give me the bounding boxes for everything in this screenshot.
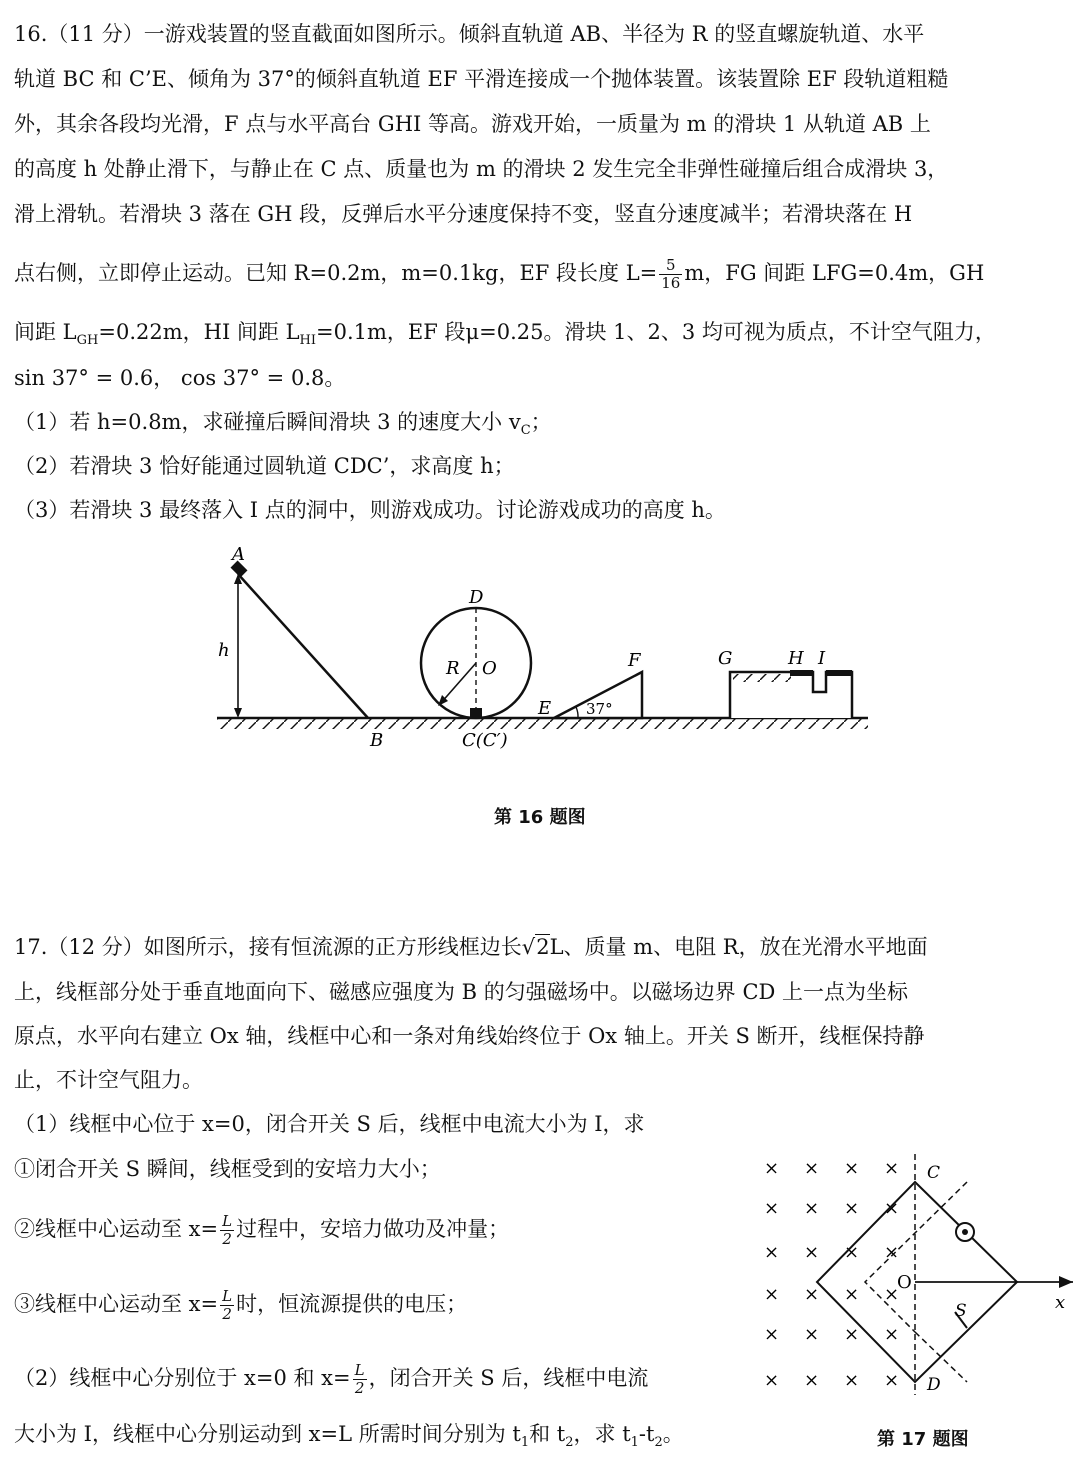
label-angle: 37° xyxy=(586,700,613,718)
magnetic-field-crosses xyxy=(764,1158,899,1391)
label-d17: D xyxy=(927,1375,941,1395)
label-r: R xyxy=(446,658,460,679)
q16-line-6-a: 点右侧，立即停止运动。已知 R=0.2m，m=0.1kg，EF 段长度 L= xyxy=(14,261,658,285)
field-cross: × xyxy=(804,1198,820,1219)
fraction-l-over-2 xyxy=(220,1213,234,1248)
fraction-num: L xyxy=(222,1287,233,1305)
q17-part-2-c: 大小为 I，线框中心分别运动到 x=L 所需时间分别为 t xyxy=(14,1422,521,1446)
q16-line-7 xyxy=(14,318,996,355)
figure-17-caption: 第 17 题图 xyxy=(877,1429,969,1450)
q16-part-1-text: （1）若 h=0.8m，求碰撞后瞬间滑块 3 的速度大小 v xyxy=(14,410,521,434)
q17-line-1-b: L、质量 m、电阻 R，放在光滑水平地面 xyxy=(549,935,928,959)
height-arrow-bottom xyxy=(234,708,242,718)
label-o17: O xyxy=(897,1272,912,1293)
q16-part-3: （3）若滑块 3 最终落入 I 点的洞中，则游戏成功。讨论游戏成功的高度 h。 xyxy=(14,498,726,522)
q17-sub-2 xyxy=(14,1213,509,1248)
q17-part-2-cont xyxy=(14,1420,684,1457)
h-segment xyxy=(790,670,813,676)
q17-sub-3-b: 时，恒流源提供的电压； xyxy=(236,1292,468,1316)
current-source-dot xyxy=(962,1229,968,1235)
q17-line-2: 上，线框部分处于垂直地面向下、磁感应强度为 B 的匀强磁场中。以磁场边界 CD 上一点为坐标 xyxy=(14,980,909,1004)
q16-line-1: 16.（11 分）一游戏装置的竖直截面如图所示。倾斜直轨道 AB、半径为 R 的竖直螺旋轨道、水平 xyxy=(14,22,925,46)
q16-line-3: 外，其余各段均光滑，F 点与水平高台 GHI 等高。游戏开始，一质量为 m 的滑块 1 从轨道 AB 上 xyxy=(14,112,931,136)
field-cross: × xyxy=(804,1284,820,1305)
field-cross: × xyxy=(844,1370,860,1391)
q17-part-2 xyxy=(14,1362,648,1397)
q16-line-7-a: 间距 L xyxy=(14,320,77,344)
label-h-point: H xyxy=(788,648,804,669)
q16-part-1-end: ； xyxy=(530,410,552,434)
fraction-l-over-2 xyxy=(220,1288,234,1323)
track-ab xyxy=(238,574,368,718)
x-axis-arrowhead xyxy=(1059,1276,1073,1288)
field-cross: × xyxy=(804,1158,820,1179)
subscript-1: 1 xyxy=(520,1435,530,1451)
sqrt-value: 2 xyxy=(536,935,550,959)
q17-line-4: 止，不计空气阻力。 xyxy=(14,1068,203,1092)
label-f: F xyxy=(628,650,641,671)
q16-part-1 xyxy=(14,408,552,445)
subscript-2: 2 xyxy=(565,1435,574,1451)
field-cross: × xyxy=(844,1242,860,1263)
q17-sub-2-a: ②线框中心运动至 x= xyxy=(14,1217,219,1241)
label-h: h xyxy=(218,640,230,661)
fraction-num: L xyxy=(354,1361,365,1379)
field-cross: × xyxy=(844,1198,860,1219)
q17-part-1: （1）线框中心位于 x=0，闭合开关 S 后，线框中电流大小为 I，求 xyxy=(14,1112,645,1136)
q17-part-2-f: -t xyxy=(638,1422,655,1446)
figure-16 xyxy=(200,540,890,765)
field-cross: × xyxy=(884,1284,900,1305)
q16-part-2: （2）若滑块 3 恰好能通过圆轨道 CDC’，求高度 h； xyxy=(14,454,515,478)
q16-line-7-c: =0.1m，EF 段μ=0.25。滑块 1、2、3 均可视为质点，不计空气阻力， xyxy=(316,320,996,344)
field-cross: × xyxy=(884,1198,900,1219)
fraction-den: 2 xyxy=(222,1230,232,1248)
length-fraction-num: 5 xyxy=(659,257,682,275)
fraction-l-over-2 xyxy=(353,1362,367,1397)
field-cross: × xyxy=(764,1242,780,1263)
ground-hatch xyxy=(217,719,868,729)
q17-part-2-g: 。 xyxy=(662,1422,684,1446)
label-a: A xyxy=(232,544,245,565)
label-b: B xyxy=(370,730,384,751)
q16-line-6 xyxy=(14,257,984,292)
label-e: E xyxy=(538,698,552,719)
platform-hatch xyxy=(733,674,791,682)
subscript-hi: HI xyxy=(299,333,317,349)
label-x: x xyxy=(1055,1292,1066,1313)
q17-sub-2-b: 过程中，安培力做功及冲量； xyxy=(236,1217,510,1241)
field-cross: × xyxy=(804,1242,820,1263)
field-cross: × xyxy=(804,1324,820,1345)
displaced-frame xyxy=(865,1182,967,1332)
q17-part-2-a: （2）线框中心分别位于 x=0 和 x= xyxy=(14,1366,351,1390)
label-s: S xyxy=(955,1301,967,1321)
field-cross: × xyxy=(764,1324,780,1345)
field-cross: × xyxy=(764,1158,780,1179)
field-cross: × xyxy=(764,1284,780,1305)
figure-17 xyxy=(755,1150,1075,1410)
label-o: O xyxy=(482,658,497,679)
label-i: I xyxy=(818,648,826,669)
label-d: D xyxy=(469,587,484,608)
q17-line-3: 原点，水平向右建立 Ox 轴，线框中心和一条对角线始终位于 Ox 轴上。开关 S 断开，线框保持静 xyxy=(14,1024,925,1048)
q17-part-2-e: ，求 t xyxy=(573,1422,631,1446)
q17-sub-3-a: ③线框中心运动至 x= xyxy=(14,1292,219,1316)
label-c17: C xyxy=(927,1163,941,1183)
subscript-2: 2 xyxy=(654,1435,663,1451)
subscript-gh: GH xyxy=(76,333,99,349)
q16-line-6-b: m，FG 间距 LFG=0.4m，GH xyxy=(684,261,985,285)
field-cross: × xyxy=(884,1158,900,1179)
field-cross: × xyxy=(844,1324,860,1345)
subscript-1: 1 xyxy=(630,1435,639,1451)
q17-line-1-a: 17.（12 分）如图所示，接有恒流源的正方形线框边长 xyxy=(14,935,522,959)
field-cross: × xyxy=(844,1284,860,1305)
q16-line-2: 轨道 BC 和 C’E、倾角为 37°的倾斜直轨道 EF 平滑连接成一个抛体装置。该装置除 EF 段轨道粗糙 xyxy=(14,67,949,91)
q16-line-7-b: =0.22m，HI 间距 L xyxy=(98,320,300,344)
length-fraction xyxy=(659,257,682,292)
slider-2 xyxy=(470,708,482,718)
q16-line-8: sin 37° = 0.6， cos 37° = 0.8。 xyxy=(14,366,346,390)
length-fraction-den: 16 xyxy=(661,274,681,292)
label-g: G xyxy=(718,648,733,669)
figure-16-caption: 第 16 题图 xyxy=(494,807,586,828)
q17-sub-1: ①闭合开关 S 瞬间，线框受到的安培力大小； xyxy=(14,1157,441,1181)
q17-sub-3 xyxy=(14,1288,467,1323)
field-cross: × xyxy=(804,1370,820,1391)
field-cross: × xyxy=(844,1158,860,1179)
i-segment xyxy=(826,670,852,676)
fraction-num: L xyxy=(222,1212,233,1230)
fraction-den: 2 xyxy=(354,1379,365,1397)
q16-line-5: 滑上滑轨。若滑块 3 落在 GH 段，反弹后水平分速度保持不变，竖直分速度减半；若滑块落在 H xyxy=(14,202,913,226)
q16-line-4: 的高度 h 处静止滑下，与静止在 C 点、质量也为 m 的滑块 2 发生完全非弹性碰撞后组合成滑块 3， xyxy=(14,157,949,181)
q17-line-1: 17.（12 分）如图所示，接有恒流源的正方形线框边长√2L、质量 m、电阻 R，放在光滑水平地面 xyxy=(14,935,928,959)
field-cross: × xyxy=(884,1242,900,1263)
fraction-den: 2 xyxy=(222,1305,232,1323)
label-c: C(C′) xyxy=(462,730,508,751)
q17-part-2-d: 和 t xyxy=(529,1422,566,1446)
field-cross: × xyxy=(884,1324,900,1345)
field-cross: × xyxy=(764,1370,780,1391)
field-cross: × xyxy=(764,1198,780,1219)
subscript-c: C xyxy=(520,423,531,439)
q17-part-2-b: ，闭合开关 S 后，线框中电流 xyxy=(368,1366,649,1390)
field-cross: × xyxy=(884,1370,900,1391)
